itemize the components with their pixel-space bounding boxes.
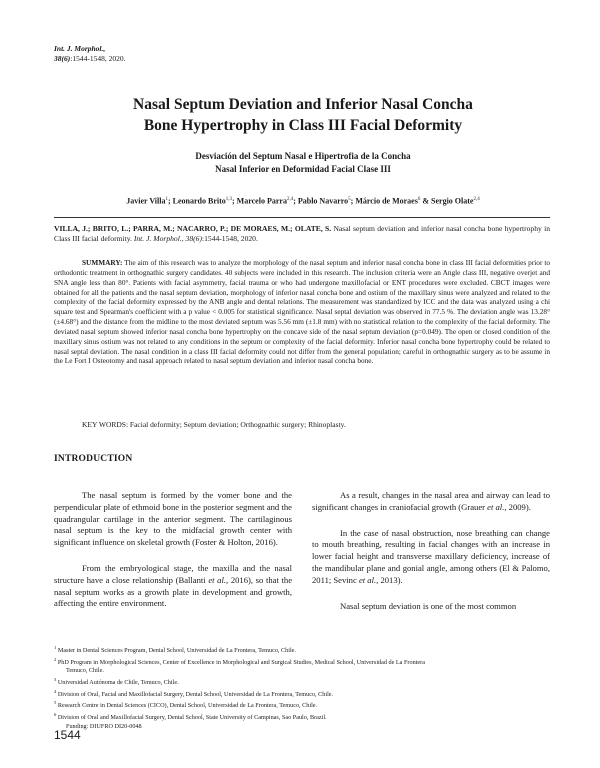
right-paragraph-1	[312, 490, 550, 514]
citation-title: Nasal septum deviation and inferior nasal concha bone hypertrophy in Class III facial deformity.	[54, 224, 550, 244]
summary-label: SUMMARY:	[82, 258, 123, 267]
affiliation-footnotes	[54, 644, 550, 731]
abstract-summary	[54, 258, 550, 366]
article-title-line-1: Nasal Septum Deviation and Inferior Nasal Concha	[133, 96, 473, 113]
footnote-marker: 6	[54, 711, 57, 717]
footnote-line	[54, 644, 550, 656]
author-name: Márcio de Moraes	[355, 196, 418, 206]
author-name: Marcelo Parra	[236, 196, 287, 206]
footnote-text: Research Centre in Dental Sciences (CICO), Dental School, Universidad de La Frontera, Temuco, Chile.	[57, 702, 318, 710]
author-separator: ;	[167, 196, 173, 206]
footnote-text: Universidad Autónoma de Chile, Temuco, Chile.	[57, 678, 179, 686]
footnote-text: Master in Dental Sciences Program, Dental School, Universidad de La Frontera, Temuco, Chile.	[57, 647, 296, 655]
journal-pages-year: :1544-1548, 2020.	[70, 54, 126, 63]
right-p2-etal: et al.	[358, 574, 377, 585]
right-p2-text-a: In the case of nasal obstruction, nose breathing can change to mouth breathing, resulting in facial changes with an increase in lower facial height and transverse maxillary deficiency, increase of the mandibular plane and gonial angle, among others (El & Palomo, 2011; Sevinc	[312, 527, 550, 585]
left-column	[54, 490, 292, 624]
footnote-marker: 2	[54, 656, 57, 662]
footnote-line	[54, 711, 550, 723]
author-separator: ;	[232, 196, 237, 206]
left-p2-text-b: , 2016), so that the nasal septum works as a growth plate in development and growth, affecting the entire environment.	[54, 574, 293, 609]
footnote-line	[54, 667, 550, 676]
summary-text: The aim of this research was to analyze the morphology of the nasal septum and inferior nasal concha bone in class III facial deformities prior to orthodontic treatment in orthognathic surgery candidates. 40 subjects were included in this research. The inclusion criteria were an Angle class III, negative overjet and SNA angle less than 80°. Patients with facial asymmetry, facial trauma or who had undergone maxillofacial or ENT procedures were excluded. CBCT images were obtained for all the patients and the nasal septum deviation, morphology of inferior nasal concha bone and ostium of the maxillary sinus were analyzed and related to the complexity of the facial deformity expressed by the ANB angle and dental relations. The measurement was standardized by ICC and the data was analyzed using a chi square test and Spearman's coefficient with a p value < 0.005 for statistical significance. Nasal septal deviation was observed in 77.5 %. The deviation angle was 13.28° (±4.68°) and the distance from the midline to the most deviated septum was 5.56 mm (±1.8 mm) with no statistical relation to the complexity of the facial deformity. The deviated nasal septum showed inferior nasal concha bone hypertrophy on the concave side of the nasal septum deviation (p=0.049). The open or closed condition of the maxillary sinus ostium was not related to any conditions in the septum or complexity of the facial deformity. Inferior nasal concha bone hypertrophy could be related to nasal septal deviation. The nasal condition in a class III facial deformity could not differ from the general population; careful in orthognathic surgery as to be assume in the Le Fort I Osteotomy and nasal approach related to nasal septum deviation and inferior nasal concha bone.	[54, 258, 550, 366]
footnote-text: Temuco, Chile.	[66, 667, 104, 675]
author-name: Pablo Navarro	[297, 196, 349, 206]
journal-reference	[54, 44, 125, 64]
journal-volume: 38(6)	[54, 54, 71, 63]
right-p2-text-b: , 2013).	[376, 574, 403, 585]
journal-volume-line	[54, 54, 125, 64]
article-subtitle-line-2: Nasal Inferior en Deformidad Facial Clase III	[215, 163, 391, 174]
author-affiliation-marker: 6	[417, 197, 421, 202]
article-subtitle	[100, 150, 506, 175]
author-affiliation-marker: 2,4	[473, 197, 480, 202]
author-list	[40, 194, 566, 207]
author-affiliation-marker: 5	[348, 197, 351, 202]
left-p2-text-a: From the embryological stage, the maxilla and the nasal structure have a close relationship (Ballanti	[54, 562, 292, 585]
section-heading-introduction: INTRODUCTION	[54, 454, 133, 464]
footnote-marker: 5	[54, 700, 57, 706]
citation-block	[54, 224, 550, 244]
author-separator: ;	[293, 196, 298, 206]
footnote-text: Division of Oral, Facial and Maxillofacial Surgery, Dental School, Universidad de La Frontera, Temuco, Chile.	[57, 690, 334, 698]
footnote-line	[54, 723, 550, 732]
citation-journal: Int. J. Morphol., 38(6)	[133, 234, 202, 244]
footnote-text: Funding: DIUFRO DI20-0048	[66, 722, 142, 730]
footnote-line	[54, 656, 550, 668]
left-paragraph-2	[54, 563, 292, 610]
author-separator: &	[420, 196, 432, 206]
author-affiliation-marker: 1	[165, 197, 168, 202]
right-paragraph-2	[312, 528, 550, 587]
right-p1-text-b: , 2009).	[504, 501, 531, 512]
right-p1-etal: et al.	[487, 501, 505, 512]
footnote-marker: 3	[54, 676, 57, 682]
author-name: Leonardo Brito	[172, 196, 226, 206]
article-subtitle-line-1: Desviación del Septum Nasal e Hipertrofia de la Concha	[195, 151, 411, 161]
footnote-line	[54, 688, 550, 700]
footnote-marker: 4	[54, 688, 57, 694]
right-paragraph-3: Nasal septum deviation is one of the most common	[340, 600, 517, 611]
footnote-marker: 1	[54, 645, 57, 650]
keywords: KEY WORDS: Facial deformity; Septum deviation; Orthognathic surgery; Rhinoplasty.	[82, 420, 346, 429]
divider-rule	[54, 217, 550, 218]
footnote-text: PhD Program in Morphological Sciences, Center of Excellence in Morphological and Surgical Studies, Medical School, Universidad de La Frontera	[57, 658, 425, 666]
page-number: 1544	[54, 728, 81, 742]
footnote-line	[54, 676, 550, 688]
author-affiliation-marker: 2,4	[286, 197, 294, 202]
left-p2-etal: et al.	[208, 574, 227, 585]
article-title	[60, 94, 546, 136]
author-affiliation-marker: 1,3	[225, 197, 232, 202]
footnote-line	[54, 699, 550, 711]
journal-name: Int. J. Morphol.,	[54, 44, 106, 53]
left-paragraph-1: The nasal septum is formed by the vomer bone and the perpendicular plate of ethmoid bone in the posterior segment and the quadrangular cartilage in the anterior segment. The cartilaginous nasal septum is the key to the midfacial growth center with significant influence on skeletal growth (Foster & Holton, 2016).	[54, 490, 292, 548]
author-separator: ;	[350, 196, 356, 206]
author-name: Javier Villa	[126, 196, 166, 206]
article-title-line-2: Bone Hypertrophy in Class III Facial Deformity	[143, 117, 463, 134]
citation-pages: :1544-1548, 2020.	[201, 234, 258, 244]
citation-authors: VILLA, J.; BRITO, L.; PARRA, M.; NACARRO, P.; DE MORAES, M.; OLATE, S.	[54, 224, 332, 233]
right-p1-text-a: As a result, changes in the nasal area and airway can lead to significant changes in craniofacial growth (Grauer	[312, 490, 550, 512]
footnote-text: Division of Oral and Maxillofacial Surgery, Dental School, State University of Campinas, Sao Paulo, Brazil.	[57, 713, 327, 721]
right-column	[312, 490, 550, 626]
author-name: Sergio Olate	[431, 196, 474, 206]
